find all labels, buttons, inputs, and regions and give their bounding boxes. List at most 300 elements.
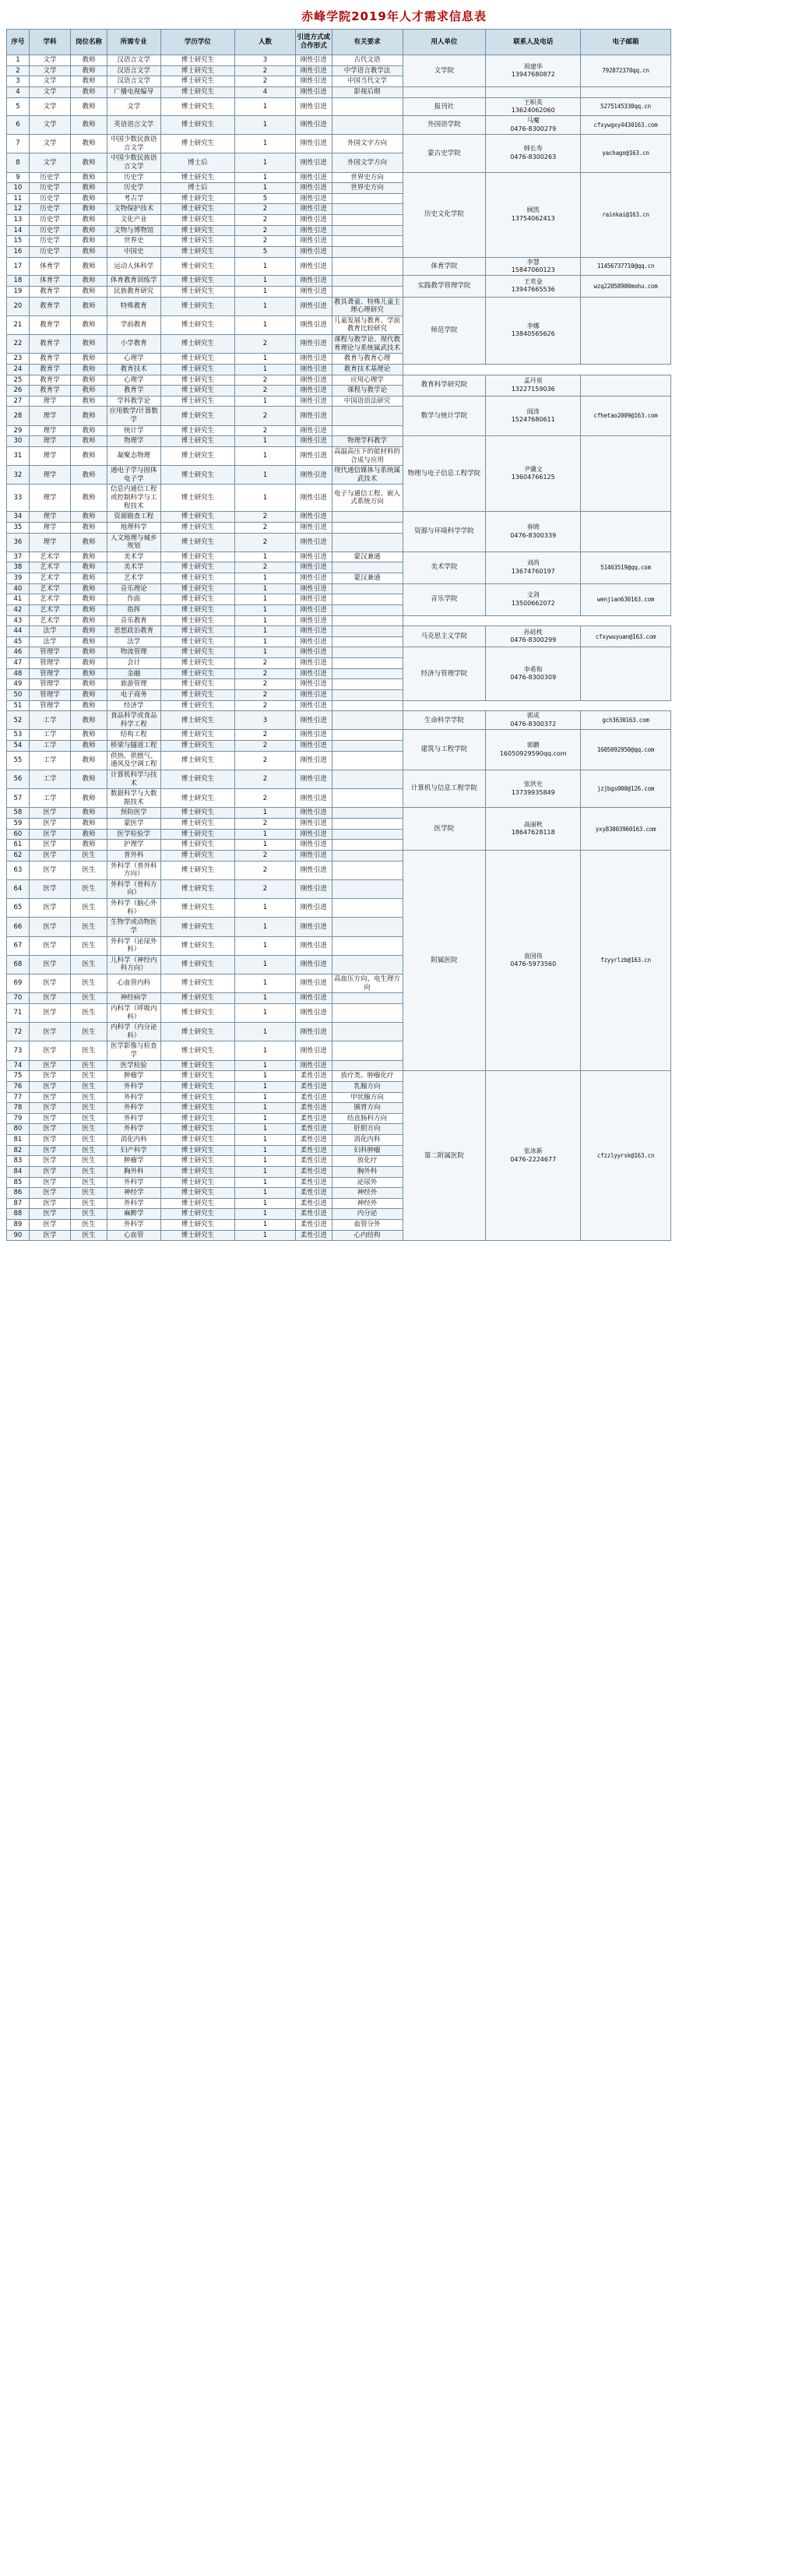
cell-mode: 刚性引进 xyxy=(295,386,332,396)
cell-discipline: 医学 xyxy=(29,1113,70,1124)
cell-number: 1 xyxy=(235,1103,296,1114)
cell-major: 教育学 xyxy=(107,386,160,396)
cell-discipline: 医学 xyxy=(29,918,70,936)
cell-discipline: 医学 xyxy=(29,1060,70,1071)
cell-major: 统计学 xyxy=(107,425,160,436)
cell-degree: 博士研究生 xyxy=(160,861,235,879)
cell-degree: 博士研究生 xyxy=(160,770,235,788)
cell-requirement xyxy=(332,604,403,615)
cell-requirement: 消化内科 xyxy=(332,1135,403,1146)
cell-degree: 博士研究生 xyxy=(160,55,235,66)
cell-major: 运动人体科学 xyxy=(107,257,160,276)
cell-mode: 刚性引进 xyxy=(295,899,332,918)
cell-mode: 刚性引进 xyxy=(295,1060,332,1071)
cell-requirement xyxy=(332,668,403,679)
cell-requirement xyxy=(332,626,403,637)
cell-email: 11456737710@qq.cn xyxy=(581,257,670,276)
cell-requirement xyxy=(332,276,403,287)
cell-major: 凝聚态物理 xyxy=(107,446,160,465)
table-row xyxy=(7,626,782,637)
cell-mode: 刚性引进 xyxy=(295,246,332,257)
cell-discipline: 教育学 xyxy=(29,364,70,375)
cell-post: 医生 xyxy=(71,1135,107,1146)
cell-degree: 博士研究生 xyxy=(160,993,235,1004)
col-major: 所需专业 xyxy=(107,30,160,55)
cell-mode: 刚性引进 xyxy=(295,583,332,594)
cell-requirement: 血管分外 xyxy=(332,1220,403,1231)
cell-number: 1 xyxy=(235,286,296,297)
cell-discipline: 理学 xyxy=(29,396,70,407)
cell-major: 文物与博物馆 xyxy=(107,225,160,236)
col-degree: 学历学位 xyxy=(160,30,235,55)
row-index: 66 xyxy=(7,918,30,936)
row-index: 25 xyxy=(7,375,30,386)
cell-discipline: 医学 xyxy=(29,1023,70,1041)
cell-degree: 博士研究生 xyxy=(160,1103,235,1114)
cell-mode: 刚性引进 xyxy=(295,86,332,97)
cell-mode: 刚性引进 xyxy=(295,918,332,936)
cell-discipline: 教育学 xyxy=(29,354,70,365)
cell-discipline: 工学 xyxy=(29,751,70,770)
cell-number: 2 xyxy=(235,533,296,551)
table-row xyxy=(7,276,782,287)
row-index: 45 xyxy=(7,636,30,647)
cell-number: 2 xyxy=(235,425,296,436)
row-index: 2 xyxy=(7,65,30,76)
cell-degree: 博士研究生 xyxy=(160,626,235,637)
cell-post: 教师 xyxy=(71,354,107,365)
cell-major: 中国少数民族语言文学 xyxy=(107,153,160,172)
row-index: 51 xyxy=(7,700,30,711)
row-index: 13 xyxy=(7,215,30,226)
cell-post: 医生 xyxy=(71,1166,107,1177)
cell-major: 外科学 xyxy=(107,1124,160,1135)
row-index: 81 xyxy=(7,1135,30,1146)
cell-major: 文物保护技术 xyxy=(107,204,160,215)
row-index: 52 xyxy=(7,711,30,730)
cell-major: 汉语言文学 xyxy=(107,55,160,66)
cell-number: 1 xyxy=(235,1177,296,1188)
cell-degree: 博士研究生 xyxy=(160,446,235,465)
table-row xyxy=(7,86,782,97)
col-email: 电子邮箱 xyxy=(581,30,670,55)
cell-requirement: 世界史方向 xyxy=(332,183,403,194)
cell-degree: 博士研究生 xyxy=(160,236,235,247)
row-index: 11 xyxy=(7,193,30,204)
cell-discipline: 理学 xyxy=(29,485,70,512)
cell-post: 医生 xyxy=(71,1023,107,1041)
cell-degree: 博士研究生 xyxy=(160,551,235,562)
cell-mode: 柔性引进 xyxy=(295,1145,332,1156)
cell-mode: 刚性引进 xyxy=(295,533,332,551)
talent-demand-table xyxy=(6,29,782,1241)
cell-degree: 博士研究生 xyxy=(160,466,235,485)
cell-major: 神经学 xyxy=(107,1188,160,1199)
cell-post: 教师 xyxy=(71,183,107,194)
cell-requirement xyxy=(332,225,403,236)
cell-discipline: 艺术学 xyxy=(29,551,70,562)
cell-email xyxy=(581,647,670,700)
cell-degree: 博士研究生 xyxy=(160,899,235,918)
cell-post: 教师 xyxy=(71,751,107,770)
cell-mode: 刚性引进 xyxy=(295,1003,332,1022)
cell-number: 2 xyxy=(235,512,296,523)
cell-major: 神经病学 xyxy=(107,993,160,1004)
cell-major: 特殊教育 xyxy=(107,297,160,315)
cell-discipline: 医学 xyxy=(29,1198,70,1209)
cell-degree: 博士研究生 xyxy=(160,700,235,711)
cell-number: 2 xyxy=(235,562,296,573)
cell-contact: 王帜英 13624062060 xyxy=(486,97,581,116)
cell-contact: 张洪光 13739935849 xyxy=(486,770,581,808)
cell-mode: 刚性引进 xyxy=(295,647,332,658)
cell-discipline: 医学 xyxy=(29,1145,70,1156)
cell-degree: 博士研究生 xyxy=(160,636,235,647)
cell-post: 教师 xyxy=(71,364,107,375)
cell-mode: 刚性引进 xyxy=(295,819,332,830)
cell-mode: 刚性引进 xyxy=(295,215,332,226)
cell-major: 艺术学 xyxy=(107,573,160,584)
page-title: 赤峰学院2019年人才需求信息表 xyxy=(301,9,487,23)
cell-degree: 博士研究生 xyxy=(160,1145,235,1156)
cell-post: 医生 xyxy=(71,1124,107,1135)
cell-requirement xyxy=(332,97,403,116)
cell-mode: 柔性引进 xyxy=(295,1156,332,1167)
cell-number: 1 xyxy=(235,1220,296,1231)
row-index: 22 xyxy=(7,335,30,354)
cell-discipline: 文学 xyxy=(29,65,70,76)
cell-email: jzjbgs000@126.com xyxy=(581,770,670,808)
cell-number: 1 xyxy=(235,1209,296,1220)
cell-post: 教师 xyxy=(71,770,107,788)
col-discipline: 学科 xyxy=(29,30,70,55)
cell-discipline: 工学 xyxy=(29,770,70,788)
cell-requirement xyxy=(332,425,403,436)
cell-post: 医生 xyxy=(71,1177,107,1188)
cell-contact: 高丽秋 18647628118 xyxy=(486,808,581,851)
cell-discipline: 医学 xyxy=(29,829,70,840)
cell-major: 通电子学与固体电子学 xyxy=(107,466,160,485)
cell-contact: 李希和 0476-8300309 xyxy=(486,647,581,700)
cell-post: 教师 xyxy=(71,615,107,626)
cell-major: 法学 xyxy=(107,636,160,647)
cell-degree: 博士研究生 xyxy=(160,615,235,626)
cell-email: 51463519@qq.com xyxy=(581,551,670,583)
cell-requirement xyxy=(332,840,403,851)
row-index: 48 xyxy=(7,668,30,679)
cell-mode: 刚性引进 xyxy=(295,193,332,204)
cell-major: 外科学（脑心外科） xyxy=(107,899,160,918)
cell-mode: 柔性引进 xyxy=(295,1166,332,1177)
cell-discipline: 文学 xyxy=(29,76,70,87)
cell-degree: 博士研究生 xyxy=(160,751,235,770)
cell-mode: 刚性引进 xyxy=(295,375,332,386)
cell-degree: 博士研究生 xyxy=(160,829,235,840)
cell-degree: 博士研究生 xyxy=(160,1166,235,1177)
cell-post: 教师 xyxy=(71,246,107,257)
cell-unit: 第二附属医院 xyxy=(403,1071,486,1241)
cell-discipline: 艺术学 xyxy=(29,604,70,615)
cell-degree: 博士研究生 xyxy=(160,246,235,257)
cell-major: 经济学 xyxy=(107,700,160,711)
cell-major: 心理学 xyxy=(107,354,160,365)
cell-degree: 博士研究生 xyxy=(160,1177,235,1188)
cell-degree: 博士研究生 xyxy=(160,297,235,315)
cell-requirement xyxy=(332,741,403,752)
row-index: 62 xyxy=(7,850,30,861)
cell-number: 2 xyxy=(235,850,296,861)
cell-degree: 博士研究生 xyxy=(160,1023,235,1041)
cell-discipline: 教育学 xyxy=(29,335,70,354)
cell-discipline: 理学 xyxy=(29,407,70,425)
cell-mode: 柔性引进 xyxy=(295,1113,332,1124)
cell-major: 学前教育 xyxy=(107,315,160,334)
cell-mode: 刚性引进 xyxy=(295,700,332,711)
cell-discipline: 文学 xyxy=(29,135,70,153)
table-row xyxy=(7,116,782,135)
row-index: 47 xyxy=(7,658,30,669)
cell-degree: 博士研究生 xyxy=(160,679,235,690)
cell-number: 2 xyxy=(235,658,296,669)
cell-unit: 经济与管理学院 xyxy=(403,647,486,700)
cell-post: 教师 xyxy=(71,829,107,840)
cell-discipline: 法学 xyxy=(29,636,70,647)
row-index: 84 xyxy=(7,1166,30,1177)
cell-number: 3 xyxy=(235,55,296,66)
table-row xyxy=(7,364,782,375)
cell-number: 1 xyxy=(235,1230,296,1241)
cell-degree: 博士研究生 xyxy=(160,1230,235,1241)
row-index: 83 xyxy=(7,1156,30,1167)
cell-discipline: 历史学 xyxy=(29,193,70,204)
cell-degree: 博士研究生 xyxy=(160,522,235,533)
cell-requirement xyxy=(332,647,403,658)
cell-number: 1 xyxy=(235,1081,296,1092)
cell-requirement: 肝胆方向 xyxy=(332,1124,403,1135)
cell-post: 教师 xyxy=(71,808,107,819)
cell-degree: 博士研究生 xyxy=(160,789,235,808)
cell-degree: 博士研究生 xyxy=(160,1188,235,1199)
cell-requirement xyxy=(332,236,403,247)
cell-major: 教育技术 xyxy=(107,364,160,375)
cell-requirement xyxy=(332,246,403,257)
cell-unit: 生命科学学院 xyxy=(403,711,486,730)
cell-major: 医学检验学 xyxy=(107,829,160,840)
cell-requirement xyxy=(332,819,403,830)
cell-email xyxy=(581,297,670,364)
cell-post: 医生 xyxy=(71,1156,107,1167)
row-index: 18 xyxy=(7,276,30,287)
row-index: 16 xyxy=(7,246,30,257)
cell-email: yachagn@163.cn xyxy=(581,135,670,173)
cell-contact: 李慧 15847060123 xyxy=(486,257,581,276)
cell-number: 2 xyxy=(235,76,296,87)
row-index: 87 xyxy=(7,1198,30,1209)
row-index: 20 xyxy=(7,297,30,315)
cell-number: 1 xyxy=(235,446,296,465)
row-index: 30 xyxy=(7,436,30,447)
cell-requirement: 高温高压下的能材料的合成与应用 xyxy=(332,446,403,465)
cell-mode: 柔性引进 xyxy=(295,1124,332,1135)
row-index: 42 xyxy=(7,604,30,615)
cell-discipline: 医学 xyxy=(29,1124,70,1135)
row-index: 27 xyxy=(7,396,30,407)
row-index: 86 xyxy=(7,1188,30,1199)
cell-email: 792872370qq.cn xyxy=(581,55,670,87)
row-index: 9 xyxy=(7,172,30,183)
cell-number: 1 xyxy=(235,116,296,135)
cell-requirement xyxy=(332,636,403,647)
cell-unit: 文学院 xyxy=(403,55,486,87)
cell-number: 1 xyxy=(235,840,296,851)
row-index: 72 xyxy=(7,1023,30,1041)
row-index: 56 xyxy=(7,770,30,788)
cell-major: 供热、供燃气、通风及空调工程 xyxy=(107,751,160,770)
cell-number: 2 xyxy=(235,375,296,386)
cell-major: 医学影像与检查学 xyxy=(107,1041,160,1060)
row-index: 70 xyxy=(7,993,30,1004)
row-index: 75 xyxy=(7,1071,30,1082)
cell-post: 教师 xyxy=(71,647,107,658)
cell-requirement: 内分泌 xyxy=(332,1209,403,1220)
cell-discipline: 体育学 xyxy=(29,276,70,287)
cell-mode: 刚性引进 xyxy=(295,257,332,276)
cell-major: 外科学 xyxy=(107,1081,160,1092)
cell-email xyxy=(581,436,670,512)
cell-contact: 阎涛 15247680611 xyxy=(486,396,581,436)
cell-requirement xyxy=(332,215,403,226)
cell-unit: 物理与电子信息工程学院 xyxy=(403,436,486,512)
cell-contact: 马魔 0476-8300279 xyxy=(486,116,581,135)
cell-number: 2 xyxy=(235,751,296,770)
row-index: 34 xyxy=(7,512,30,523)
cell-email: cfzzlyyrsk@163.cn xyxy=(581,1071,670,1241)
cell-discipline: 理学 xyxy=(29,512,70,523)
cell-major: 外科学 xyxy=(107,1113,160,1124)
cell-major: 汉语言文学 xyxy=(107,65,160,76)
cell-post: 教师 xyxy=(71,396,107,407)
cell-unit: 附属医院 xyxy=(403,850,486,1070)
cell-discipline: 教育学 xyxy=(29,315,70,334)
row-index: 88 xyxy=(7,1209,30,1220)
cell-requirement xyxy=(332,770,403,788)
cell-post: 医生 xyxy=(71,850,107,861)
cell-post: 教师 xyxy=(71,193,107,204)
cell-contact: 孙硅枕 0476-8300299 xyxy=(486,626,581,647)
cell-requirement xyxy=(332,615,403,626)
cell-contact: 尹骥文 13604766125 xyxy=(486,436,581,512)
cell-requirement xyxy=(332,700,403,711)
cell-degree: 博士研究生 xyxy=(160,974,235,993)
cell-post: 教师 xyxy=(71,466,107,485)
row-index: 14 xyxy=(7,225,30,236)
cell-post: 教师 xyxy=(71,65,107,76)
cell-mode: 刚性引进 xyxy=(295,522,332,533)
cell-mode: 刚性引进 xyxy=(295,711,332,730)
col-contact: 联系人及电话 xyxy=(486,30,581,55)
row-index: 53 xyxy=(7,730,30,741)
cell-discipline: 医学 xyxy=(29,1209,70,1220)
row-index: 19 xyxy=(7,286,30,297)
cell-major: 历史学 xyxy=(107,172,160,183)
row-index: 68 xyxy=(7,955,30,974)
cell-major: 会计 xyxy=(107,658,160,669)
cell-contact: 刘尚 13674760197 xyxy=(486,551,581,583)
cell-mode: 刚性引进 xyxy=(295,135,332,153)
cell-post: 教师 xyxy=(71,551,107,562)
cell-post: 教师 xyxy=(71,485,107,512)
cell-major: 应用数学/计算数学 xyxy=(107,407,160,425)
cell-requirement xyxy=(332,204,403,215)
cell-mode: 刚性引进 xyxy=(295,276,332,287)
cell-mode: 刚性引进 xyxy=(295,466,332,485)
cell-contact: 张冰新 0476-2224677 xyxy=(486,1071,581,1241)
cell-degree: 博士研究生 xyxy=(160,1156,235,1167)
cell-major: 音乐理论 xyxy=(107,583,160,594)
cell-major: 预防医学 xyxy=(107,808,160,819)
cell-unit: 体育学院 xyxy=(403,257,486,276)
cell-requirement xyxy=(332,193,403,204)
cell-requirement: 泌尿外 xyxy=(332,1177,403,1188)
cell-unit: 美术学院 xyxy=(403,551,486,583)
cell-number: 1 xyxy=(235,1113,296,1124)
cell-requirement xyxy=(332,116,403,135)
cell-email xyxy=(581,512,670,552)
cell-contact: 春晓 0476-8300339 xyxy=(486,512,581,552)
cell-post: 医生 xyxy=(71,1041,107,1060)
cell-mode: 刚性引进 xyxy=(295,512,332,523)
cell-email: cfxywuyuan@163.com xyxy=(581,626,670,647)
cell-degree: 博士研究生 xyxy=(160,1220,235,1231)
cell-major: 思想政治教育 xyxy=(107,626,160,637)
cell-major: 历史学 xyxy=(107,183,160,194)
cell-major: 生物学或动物医学 xyxy=(107,918,160,936)
cell-major: 内科学（内分泌科） xyxy=(107,1023,160,1041)
cell-email: rainkai@163.cn xyxy=(581,172,670,257)
cell-number: 1 xyxy=(235,936,296,955)
row-index: 40 xyxy=(7,583,30,594)
cell-requirement: 世界史方向 xyxy=(332,172,403,183)
cell-degree: 博士研究生 xyxy=(160,436,235,447)
cell-contact: 袁国伟 0476-5973560 xyxy=(486,850,581,1070)
row-index: 80 xyxy=(7,1124,30,1135)
row-index: 44 xyxy=(7,626,30,637)
cell-major: 外科学 xyxy=(107,1103,160,1114)
cell-degree: 博士研究生 xyxy=(160,955,235,974)
cell-discipline: 艺术学 xyxy=(29,583,70,594)
cell-degree: 博士研究生 xyxy=(160,840,235,851)
cell-major: 医学检验 xyxy=(107,1060,160,1071)
cell-contact: 周建华 13947680872 xyxy=(486,55,581,87)
cell-unit: 医学院 xyxy=(403,808,486,851)
cell-degree: 博士研究生 xyxy=(160,407,235,425)
cell-degree: 博士研究生 xyxy=(160,375,235,386)
cell-post: 医生 xyxy=(71,974,107,993)
cell-mode: 刚性引进 xyxy=(295,1041,332,1060)
cell-requirement: 高血压方向、电生理方向 xyxy=(332,974,403,993)
cell-number: 2 xyxy=(235,819,296,830)
cell-mode: 刚性引进 xyxy=(295,396,332,407)
cell-discipline: 医学 xyxy=(29,936,70,955)
col-no: 序号 xyxy=(7,30,30,55)
cell-discipline: 管理学 xyxy=(29,668,70,679)
cell-post: 教师 xyxy=(71,386,107,396)
table-row xyxy=(7,647,782,658)
cell-requirement xyxy=(332,829,403,840)
cell-degree: 博士研究生 xyxy=(160,573,235,584)
cell-requirement: 甲状腺方向 xyxy=(332,1092,403,1103)
cell-post: 教师 xyxy=(71,679,107,690)
